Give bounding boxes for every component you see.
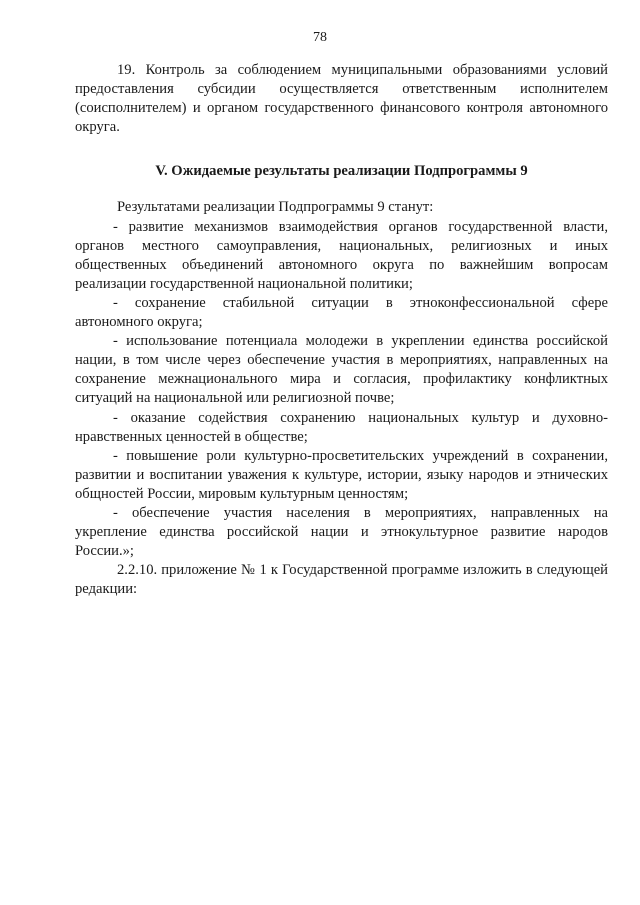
- list-item: - обеспечение участия населения в мероприятиях, направленных на укрепление единства российской нации и этнокультурное развитие народов России.»;: [75, 504, 608, 560]
- list-item: - оказание содействия сохранению национальных культур и духовно-нравственных ценностей в обществе;: [75, 409, 608, 445]
- paragraph-control: 19. Контроль за соблюдением муниципальными образованиями условий предоставления субсидии осуществляется ответственным исполнителем (соисполнителем) и органом государственного финансового контроля автономного округа.: [75, 62, 608, 136]
- closing-paragraph: 2.2.10. приложение № 1 к Государственной программе изложить в следующей редакции:: [75, 562, 608, 598]
- list-item: - повышение роли культурно-просветительских учреждений в сохранении, развитии и воспитании уважения к культуре, истории, языку народов и этнических общностей России, мировым культурным ценностям;: [75, 447, 608, 502]
- page-number: 78: [313, 30, 327, 45]
- list-item: - сохранение стабильной ситуации в этноконфессиональной сфере автономного округа;: [75, 294, 608, 331]
- list-item: - развитие механизмов взаимодействия органов государственной власти, органов местного самоуправления, национальных, религиозных и иных общественных объединений автономного округа по важнейшим вопросам реализации государственной национальной политики;: [75, 218, 608, 292]
- document-body: [75, 61, 608, 599]
- section-heading: V. Ожидаемые результаты реализации Подпрограммы 9: [155, 163, 528, 180]
- results-intro: Результатами реализации Подпрограммы 9 станут:: [117, 199, 434, 216]
- list-item: - использование потенциала молодежи в укреплении единства российской нации, в том числе через обеспечение участия в мероприятиях, направленных на сохранение межнационального мира и согласия, профилактику конфликтных ситуаций на национальной или религиозной почве;: [75, 333, 608, 407]
